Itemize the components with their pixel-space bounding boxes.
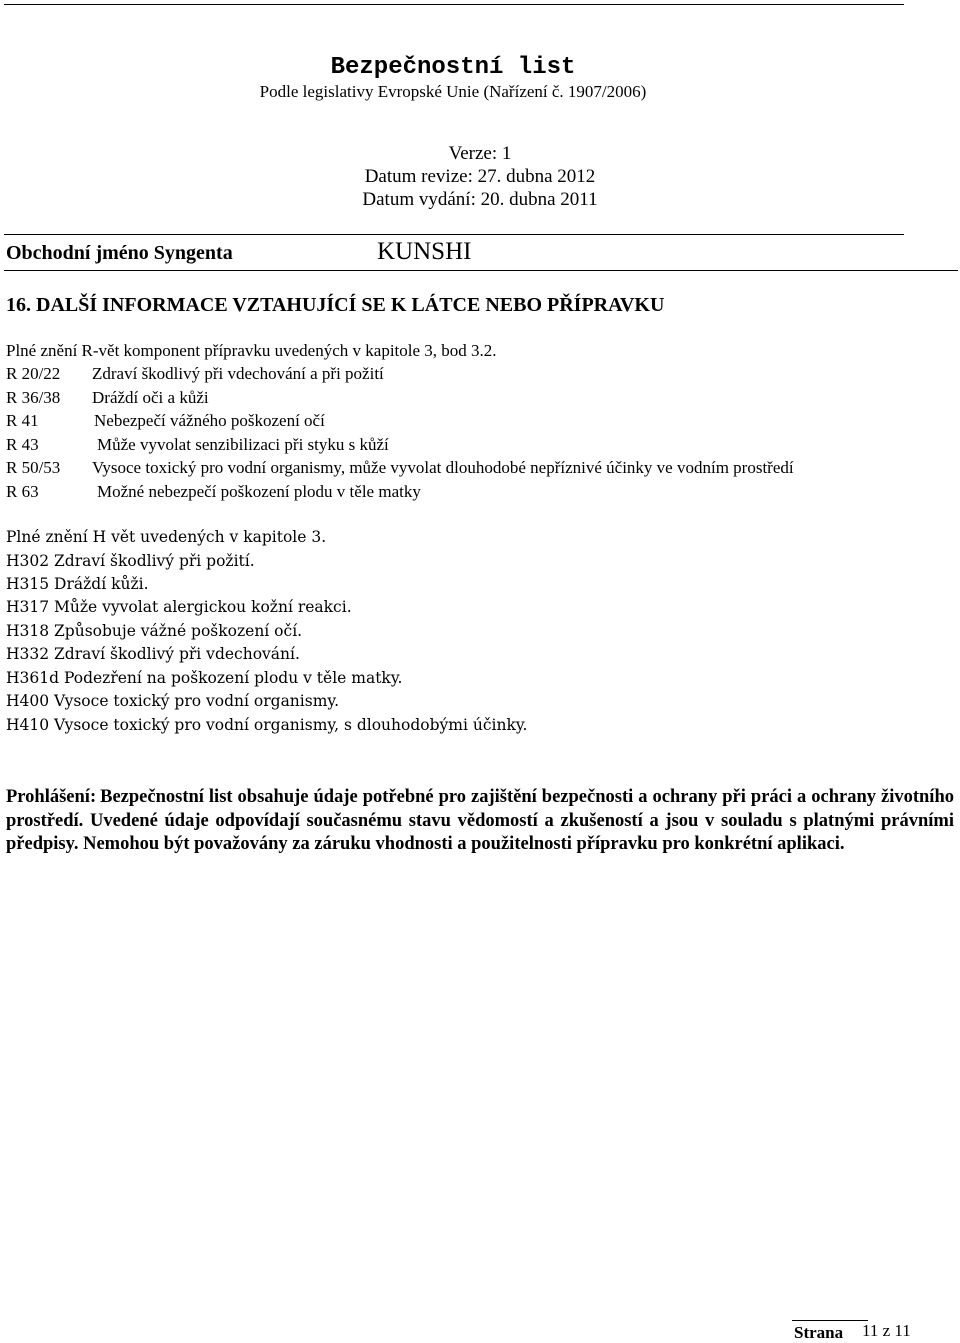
declaration-label: Prohlášení:: [6, 787, 97, 807]
h-phrase: H317 Může vyvolat alergickou kožní reakci.: [6, 598, 352, 616]
r-phrase-text: Může vyvolat senzibilizaci při styku s kůží: [97, 435, 389, 454]
h-phrase: H410 Vysoce toxický pro vodní organismy, s dlouhodobými účinky.: [6, 716, 528, 734]
footer-page-label: Strana: [794, 1323, 844, 1342]
header-rule-top: [4, 234, 904, 235]
footer-page-number: 11 z 11: [862, 1321, 911, 1340]
r-phrase-code: R 50/53: [6, 458, 61, 477]
section-16-title: 16. DALŠÍ INFORMACE VZTAHUJÍCÍ SE K LÁTCE NEBO PŘÍPRAVKU: [6, 294, 665, 316]
trade-name-value: KUNSHI: [377, 238, 472, 265]
r-phrase-text: Dráždí oči a kůži: [92, 388, 209, 407]
r-phrase-code: R 43: [6, 435, 39, 454]
revision-date: Datum revize: 27. dubna 2012: [364, 166, 596, 187]
r-phrases-intro: Plné znění R-vět komponent přípravku uvedených v kapitole 3, bod 3.2.: [6, 341, 497, 360]
h-phrases-intro: Plné znění H vět uvedených v kapitole 3.: [6, 528, 327, 546]
h-phrase: H315 Dráždí kůži.: [6, 575, 149, 593]
r-phrase-code: R 63: [6, 482, 39, 501]
r-phrase-text: Zdraví škodlivý při vdechování a při požití: [92, 364, 384, 383]
r-phrase-text: Vysoce toxický pro vodní organismy, může vyvolat dlouhodobé nepříznivé účinky ve vodním prostředí: [92, 458, 794, 477]
document-subtitle: Podle legislativy Evropské Unie (Nařízení č. 1907/2006): [259, 82, 647, 101]
r-phrase-text: Možné nebezpečí poškození plodu v těle matky: [97, 482, 421, 501]
h-phrase: H302 Zdraví škodlivý při požití.: [6, 552, 255, 570]
issue-date: Datum vydání: 20. dubna 2011: [362, 189, 598, 210]
r-phrase-code: R 20/22: [6, 364, 61, 383]
h-phrase: H361d Podezření na poškození plodu v těle matky.: [6, 669, 403, 687]
document-title: Bezpečnostní list: [330, 54, 576, 81]
header-rule-bottom: [4, 270, 958, 271]
r-phrase-text: Nebezpečí vážného poškození očí: [94, 411, 325, 430]
h-phrase: H318 Způsobuje vážné poškození očí.: [6, 622, 303, 640]
r-phrase-code: R 41: [6, 411, 39, 430]
r-phrase-code: R 36/38: [6, 388, 61, 407]
declaration: [6, 786, 954, 857]
trade-name-label: Obchodní jméno Syngenta: [6, 242, 233, 264]
top-rule: [4, 4, 904, 5]
h-phrase: H332 Zdraví škodlivý při vdechování.: [6, 645, 300, 663]
footer-rule: [792, 1320, 868, 1321]
version: Verze: 1: [448, 143, 512, 164]
declaration-text: Bezpečnostní list obsahuje údaje potřebné pro zajištění bezpečnosti a ochrany při práci a ochrany životního prostředí. Uvedené údaje odpovídají současnému stavu vědomostí a zkušeností a jsou v souladu s platnými právními předpisy. Nemohou být považovány za záruku vhodnosti a použitelnosti přípravku pro konkrétní aplikaci.: [6, 787, 954, 854]
h-phrase: H400 Vysoce toxický pro vodní organismy.: [6, 692, 340, 710]
